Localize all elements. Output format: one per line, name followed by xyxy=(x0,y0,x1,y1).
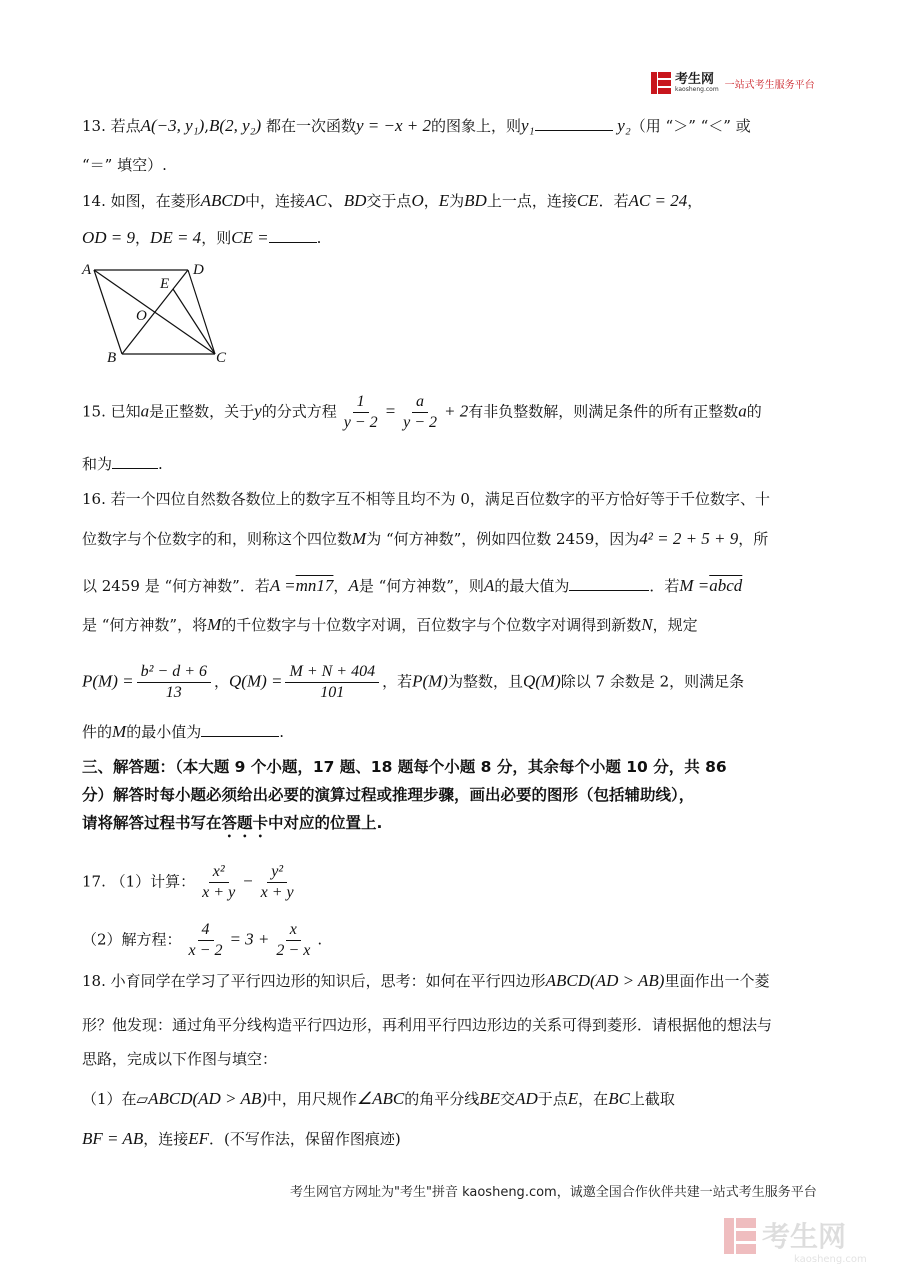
q17-line2: （2）解方程： $\frac{4}{x - 2}$ = 3 + $\frac{x}{2 - x}$ . xyxy=(82,921,323,959)
q16-line1: 16. 若一个四位自然数各数位上的数字互不相等且均不为 0，满足百位数字的平方恰好等于千位数字、十 xyxy=(82,490,770,508)
q15-answer-blank[interactable] xyxy=(112,452,158,469)
logo-domain: kaosheng.com xyxy=(675,86,719,93)
watermark-logo xyxy=(724,1214,884,1266)
q17-fraction-3: $\frac{4}{x - 2}$ xyxy=(188,921,223,959)
header-slogan: 一站式考生服务平台 xyxy=(724,79,815,91)
q15-fraction-2: $\frac{a}{y - 2}$ xyxy=(403,393,437,431)
watermark-domain: kaosheng.com xyxy=(794,1254,867,1265)
section3-line3: 请将解答过程书写在答题卡中对应的位置上. xyxy=(82,814,383,832)
figure-label-a: A xyxy=(82,262,92,278)
q16-line2: 位数字与个位数字的和，则称这个四位数M为 “何方神数”，例如四位数 2459，因为4² = 2 + 5 + 9，所 xyxy=(82,529,769,548)
q14-answer-blank[interactable] xyxy=(269,226,317,243)
q16-q-fraction: $\frac{M + N + 404}{101}$ xyxy=(285,662,379,703)
figure-label-o: O xyxy=(136,308,147,324)
answer-sheet-emphasis: 答题卡 xyxy=(221,814,269,832)
q17-fraction-2: $\frac{\text{y²}}{x + y}$ xyxy=(260,863,294,901)
q14-line2: OD = 9，DE = 4，则CE = . xyxy=(82,228,322,247)
q13-line2: “＝” 填空）. xyxy=(82,156,167,174)
q16-answer-blank-1[interactable] xyxy=(569,574,649,591)
q18-line1: 18. 小育同学在学习了平行四边形的知识后，思考：如何在平行四边形ABCD(AD > AB)里面作出一个菱 xyxy=(82,971,770,990)
watermark-text: 考生网 xyxy=(762,1220,847,1253)
q15-line2: 和为 . xyxy=(82,452,163,475)
q16-line6: 件的M的最小值为 . xyxy=(82,722,284,741)
section3-line1: 三、解答题：（本大题 9 个小题，17 题、18 题每个小题 8 分，其余每个小题 10 分，共 86 xyxy=(82,758,727,776)
q16-line4: 是 “何方神数”，将M的千位数字与十位数字对调，百位数字与个位数字对调得到新数N，规定 xyxy=(82,615,698,634)
q16-line3: 以 2459 是 “何方神数”．若A =mn17，A是 “何方神数”，则A的最大值为 ．若M =abcd xyxy=(82,576,743,595)
q17-fraction-1: $\frac{\text{x²}}{x + y}$ xyxy=(202,863,236,901)
section3-line2: 分）解答时每小题必须给出必要的演算过程或推理步骤，画出必要的图形（包括辅助线）， xyxy=(82,786,695,804)
figure-label-c: C xyxy=(216,350,227,366)
q18-line5: BF = AB，连接EF．(不写作法，保留作图痕迹) xyxy=(82,1129,401,1148)
q17-line1: 17. （1）计算： $\frac{\text{x²}}{x + y}$ − $\frac{\text{y²}}{x + y}$ xyxy=(82,862,301,903)
kaosheng-logo-icon xyxy=(651,72,671,94)
q18-line4: （1）在▱ABCD(AD > AB)中，用尺规作∠ABC的角平分线BE交AD于点E，在BC上截取 xyxy=(82,1089,675,1108)
header-logo xyxy=(651,72,815,94)
q18-line2: 形？他发现：通过角平分线构造平行四边形，再利用平行四边形边的关系可得到菱形．请根据他的想法与 xyxy=(82,1016,773,1034)
q13-answer-blank[interactable] xyxy=(535,114,613,131)
q16-p-fraction: $\frac{\text{b² − d + 6}}{13}$ xyxy=(137,662,211,703)
q15-fraction-1: $\frac{1}{y - 2}$ xyxy=(343,393,378,431)
figure-label-b: B xyxy=(107,350,117,366)
footer-text: 考生网官方网址为"考生"拼音 kaosheng.com，诚邀全国合作伙伴共建一站式考生服务平台 xyxy=(290,1185,817,1200)
q18-line3: 思路，完成以下作图与填空： xyxy=(82,1050,278,1068)
rhombus-figure xyxy=(80,258,240,368)
q15-line1: 15. 已知a是正整数，关于y的分式方程 $\frac{1}{y - 2}$ = $\frac{a}{y - 2}$ + 2有非负整数解，则满足条件的所有正整数a的 xyxy=(82,393,762,431)
logo-name: 考生网 xyxy=(675,72,715,87)
q16-line5: P(M) = $\frac{\text{b² − d + 6}}{13}$ ，Q(M) = $\frac{M + N + 404}{101}$ ，若P(M)为整数，且Q(M)除以 7 余数是 2，则满足条 xyxy=(82,663,745,701)
q14-line1: 14. 如图，在菱形ABCD中，连接AC、BD交于点O，E为BD上一点，连接CE．若AC = 24， xyxy=(82,191,703,210)
q13-line1: 13. 若点A(−3, y₁),B(2, y₂) 都在一次函数y = −x + 2的图象上，则y₁ y₂（用 “＞” “＜” 或 xyxy=(82,116,751,135)
figure-label-d: D xyxy=(193,262,204,278)
figure-label-e: E xyxy=(160,276,170,292)
q16-answer-blank-2[interactable] xyxy=(201,720,279,737)
q17-fraction-4: $\frac{x}{2 - x}$ xyxy=(276,921,311,959)
